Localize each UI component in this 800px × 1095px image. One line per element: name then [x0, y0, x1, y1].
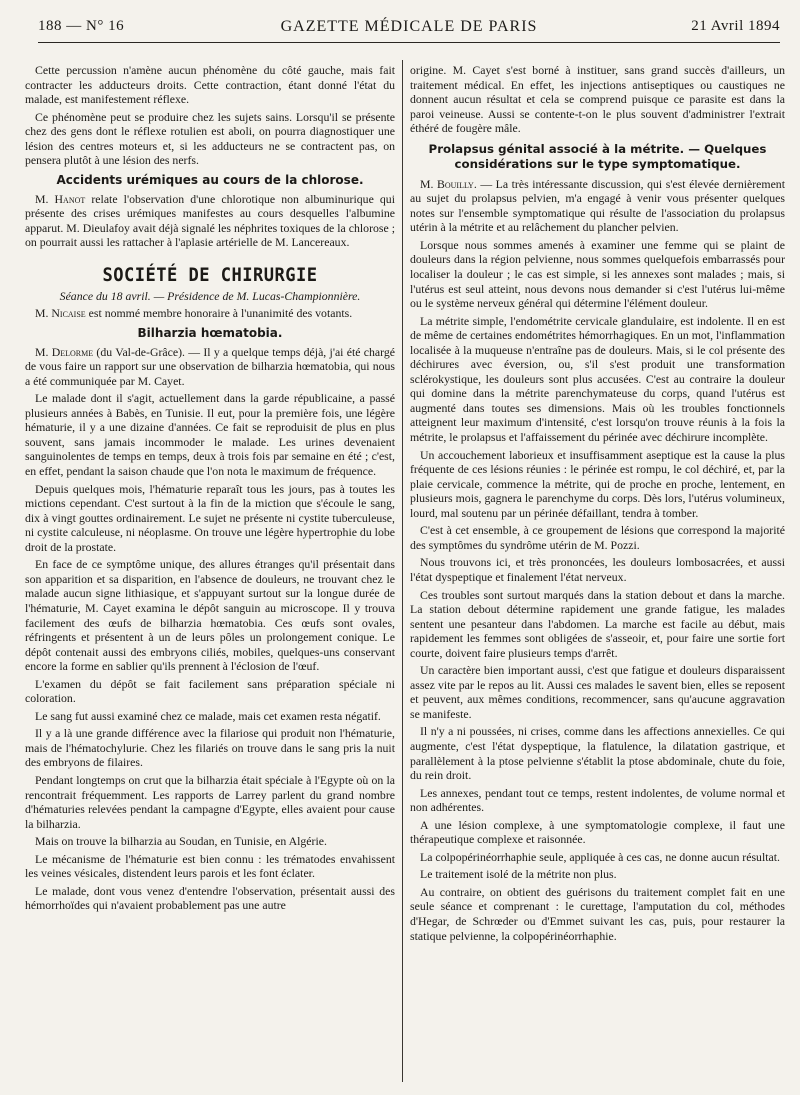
- paragraph: L'examen du dépôt se fait facilement sans préparation spéciale ni coloration.: [25, 676, 395, 706]
- seance-line: Séance du 18 avril. — Présidence de M. Lucas-Championnière.: [59, 288, 361, 303]
- paragraph-text: relate l'observation d'une chlorotique non albuminurique qui présente des crises urémiques manifestes au cours desquelles l'albumine apparut. M. Dieulafoy avait déjà signalé les néphrites toxiques de la chlorose ; on pourrait aussi les rattacher à l'aplasie artérielle de M. Lancereaux.: [25, 191, 395, 250]
- column-divider: [402, 60, 403, 1082]
- right-column: [410, 63, 785, 1085]
- page-header: [38, 16, 780, 43]
- paragraph-text: (du Val-de-Grâce). — Il y a quelque temps déjà, j'ai été chargé de vous faire un rapport sur une observation de bilharzia hœmatobia, qui nous a été communiquée par M. Cayet.: [25, 344, 395, 388]
- paragraph: Ce phénomène peut se produire chez les sujets sains. Lorsqu'il se présente chez des gens dont le réflexe rotulien est aboli, on pourra diagnostiquer une lésion des centres moteurs et, si les adducteurs ne se contractent pas, on pensera plutôt à une lésion des nerfs.: [25, 109, 395, 168]
- paragraph: Lorsque nous sommes amenés à examiner une femme qui se plaint de douleurs dans la région pelvienne, nous sommes quelquefois embarrassés pour localiser la douleur ; le cas est simple, si les annexes sont malades ; mais, si l'utérus est seul atteint, nous devons nous demander si c'est l'utérus lui-même ou le système nerveux général qui détermine l'élément douleur.: [410, 237, 785, 311]
- paragraph: Il y a là une grande différence avec la filariose qui produit non l'hématurie, mais de l'hématochylurie. Chez les filariés on trouve dans le sang pris la nuit des embryons de filaires.: [25, 726, 395, 770]
- issue-date: 21 Avril 1894: [691, 18, 780, 34]
- paragraph: Les annexes, pendant tout ce temps, restent indolentes, de volume normal et non adhérentes.: [410, 785, 785, 815]
- author-name: M. Hanot: [35, 191, 86, 206]
- paragraph: Pendant longtemps on crut que la bilharzia était spéciale à l'Egypte où on la rencontrait fréquemment. Les rapports de Larrey parlent du grand nombre d'hématuries relevées pendant la campagne d'Egypte, elles avaient pour cause la bilharzia.: [25, 772, 395, 831]
- author-name: M. Delorme: [35, 344, 94, 359]
- paragraph: Depuis quelques mois, l'hématurie reparaît tous les jours, pas à toutes les mictions cependant. C'est surtout à la fin de la miction que s'écoule le sang, dix à vingt gouttes ordinairement. Le sujet ne présente ni cystite tuberculeuse, ni cystite calculeuse, ni néoplasme. On trouve une légère hypertrophie du lobe droit de la prostate.: [25, 481, 395, 554]
- paragraph: La colpopérinéorrhaphie seule, appliquée à ces cas, ne donne aucun résultat.: [420, 849, 780, 864]
- section-heading-bilharzia: Bilharzia hœmatobia.: [137, 325, 283, 340]
- journal-title: GAZETTE MÉDICALE DE PARIS: [280, 18, 538, 35]
- paragraph: [25, 192, 395, 250]
- paragraph: Au contraire, on obtient des guérisons du traitement complet fait en une seule séance et comprenant : le curettage, l'amputation du col, méthodes d'Hegar, de Schrœder ou d'Emmet suivant les cas, puis, pour restaurer la statique pelvienne, la colpopérinéorrhaphie.: [410, 884, 785, 943]
- paragraph: Le sang fut aussi examiné chez ce malade, mais cet examen resta négatif.: [35, 708, 381, 723]
- paragraph: Un caractère bien important aussi, c'est que fatigue et douleurs disparaissent assez vite par le repos au lit. Aussi ces malades le savent bien, elles se reposent et peuvent, aux mêmes conditions, recommencer, sans qu'aucune aggravation se manifeste.: [410, 663, 785, 721]
- society-title: SOCIÉTÉ DE CHIRURGIE: [102, 264, 318, 287]
- paragraph: Mais on trouve la bilharzia au Soudan, en Tunisie, en Algérie.: [35, 834, 327, 849]
- page-number: 188 — N° 16: [38, 18, 125, 34]
- section-heading-prolapsus: Prolapsus génital associé à la métrite. — Quelques considérations sur le type symptomatique.: [428, 141, 767, 171]
- paragraph: [410, 177, 785, 235]
- section-heading-uremic: Accidents urémiques au cours de la chlorose.: [56, 172, 364, 187]
- paragraph: Il n'y a ni poussées, ni crises, comme dans les affections annexielles. Ce qui augmente, c'est l'état dyspeptique, la flatulence, la dilatation gastrique, et parallèlement à la ptose pelvienne s'établit la ptose abdominale, chute du foie, du rein droit.: [410, 724, 785, 783]
- paragraph: [25, 345, 395, 389]
- left-column: [25, 63, 395, 1085]
- paragraph: Le malade dont il s'agit, actuellement dans la garde républicaine, a passé plusieurs années à Babès, en Tunisie. Il eut, pour la première fois, une légère hématurie, il y a une dizaine d'années. Ce fait se reproduisit de plus en plus souvent, sans jamais incommoder le malade. Les urines devenaient sanguinolentes de temps en temps, deux à trois fois par semaine en été ; c'est, en effet, pendant la saison chaude que l'on nota le maximum de fréquence.: [25, 391, 395, 479]
- paragraph: En face de ce symptôme unique, des allures étranges qu'il présentait dans son apparition et sa disparition, en l'absence de douleurs, ne trouvant chez le malade aucun signe lithiasique, et s'appuyant surtout sur la longue durée de l'hématurie, M. Cayet examina le dépôt sanguin au microscope. Il y trouva facilement des œufs de bilharzia hœmatobia. Ces œufs sont ovales, réfringents et présentent à un de leurs pôles un prolongement conique. Le dépôt contenait aussi des embryons ciliés, mobiles, quelques-uns conservant encore la forme en sablier qu'ils prennent à l'éclosion de l'œuf.: [25, 557, 395, 674]
- paragraph: Le traitement isolé de la métrite non plus.: [420, 867, 617, 882]
- paragraph: Ces troubles sont surtout marqués dans la station debout et dans la marche. La station debout détermine rapidement une grande fatigue, les malades sentent une pesanteur dans l'abdomen. La marche est facile au début, mais rapidement les femmes sont obligées de s'asseoir, et, pour faire une sortie fort courte, doivent faire plusieurs temps d'arrêt.: [410, 587, 785, 660]
- paragraph-text: — La très intéressante discussion, qui s'est élevée dernièrement au sujet du prolapsus pelvien, m'a engagé à venir vous présenter quelques notes sur l'ensemble symptomatique qui résulte de l'association du prolapsus utérin à la métrite et au relâchement du plancher pelvien.: [410, 176, 785, 235]
- author-name: M. Nicaise: [35, 306, 86, 321]
- author-name: M. Bouilly.: [420, 176, 477, 191]
- paragraph: Un accouchement laborieux et insuffisamment aseptique est la cause la plus fréquente de ces lésions réunies : le périnée est rompu, le col déchiré, et, par la plaie cervicale, commence la métrite, qui de proche en proche, lentement, en plusieurs mois, gagnera le parenchyme du corps. Dès lors, l'utérus volumineux, lourd, mal soutenu par un périnée défaillant, tendra à tomber.: [410, 447, 785, 520]
- paragraph: Cette percussion n'amène aucun phénomène du côté gauche, mais fait contracter les adducteurs droits. Cette contraction, étant donné l'état du malade, est manifestement réflexe.: [25, 63, 395, 107]
- paragraph: La métrite simple, l'endométrite cervicale glandulaire, est indolente. Il en est de même de certaines endométrites hémorrhagiques. En un mot, l'inflammation localisée à la muqueuse n'entraîne pas de douleurs. Mais, si le col présente des déchirures avec éversion, ou, s'il s'est produit une transformation sclérokystique, les douleurs sont plus accusées. C'est au contraire la douleur qui domine dans la métrite parenchymateuse du corps, quand l'utérus est augmenté dans toutes ses dimensions. Mais où les troubles fonctionnels atteignent leur maximum d'intensité, c'est lorsqu'on trouve réunis à la fois la métrite, le prolapsus et l'affaissement du périnée avec déchirure incomplète.: [410, 313, 785, 445]
- paragraph: A une lésion complexe, à une symptomatologie complexe, il faut une thérapeutique complexe et raisonnée.: [410, 817, 785, 847]
- paragraph: C'est à cet ensemble, à ce groupement de lésions que correspond la majorité des symptômes du syndrôme utérin de M. Pozzi.: [410, 523, 785, 552]
- paragraph: [25, 306, 395, 321]
- paragraph: Nous trouvons ici, et très prononcées, les douleurs lombosacrées, et aussi l'état dyspeptique et finalement l'état nerveux.: [410, 555, 785, 584]
- paragraph-text: est nommé membre honoraire à l'unanimité des votants.: [85, 306, 353, 321]
- paragraph-continued: origine. M. Cayet s'est borné à instituer, sans grand succès d'ailleurs, un traitement médical. En effet, les injections antiseptiques ou caustiques ne donnent aucun résultat et cela se comprend puisque ce parasite est dans la paroi veineuse. Aussi se contente-t-on le plus souvent d'administrer l'extrait éthéré de fougère mâle.: [410, 63, 785, 136]
- paragraph: Le mécanisme de l'hématurie est bien connu : les trématodes envahissent les veines vésicales, distendent leurs parois et les font éclater.: [25, 851, 395, 881]
- paragraph: Le malade, dont vous venez d'entendre l'observation, présentait aussi des hémorrhoïdes qui n'avaient probablement pas une autre: [25, 883, 395, 913]
